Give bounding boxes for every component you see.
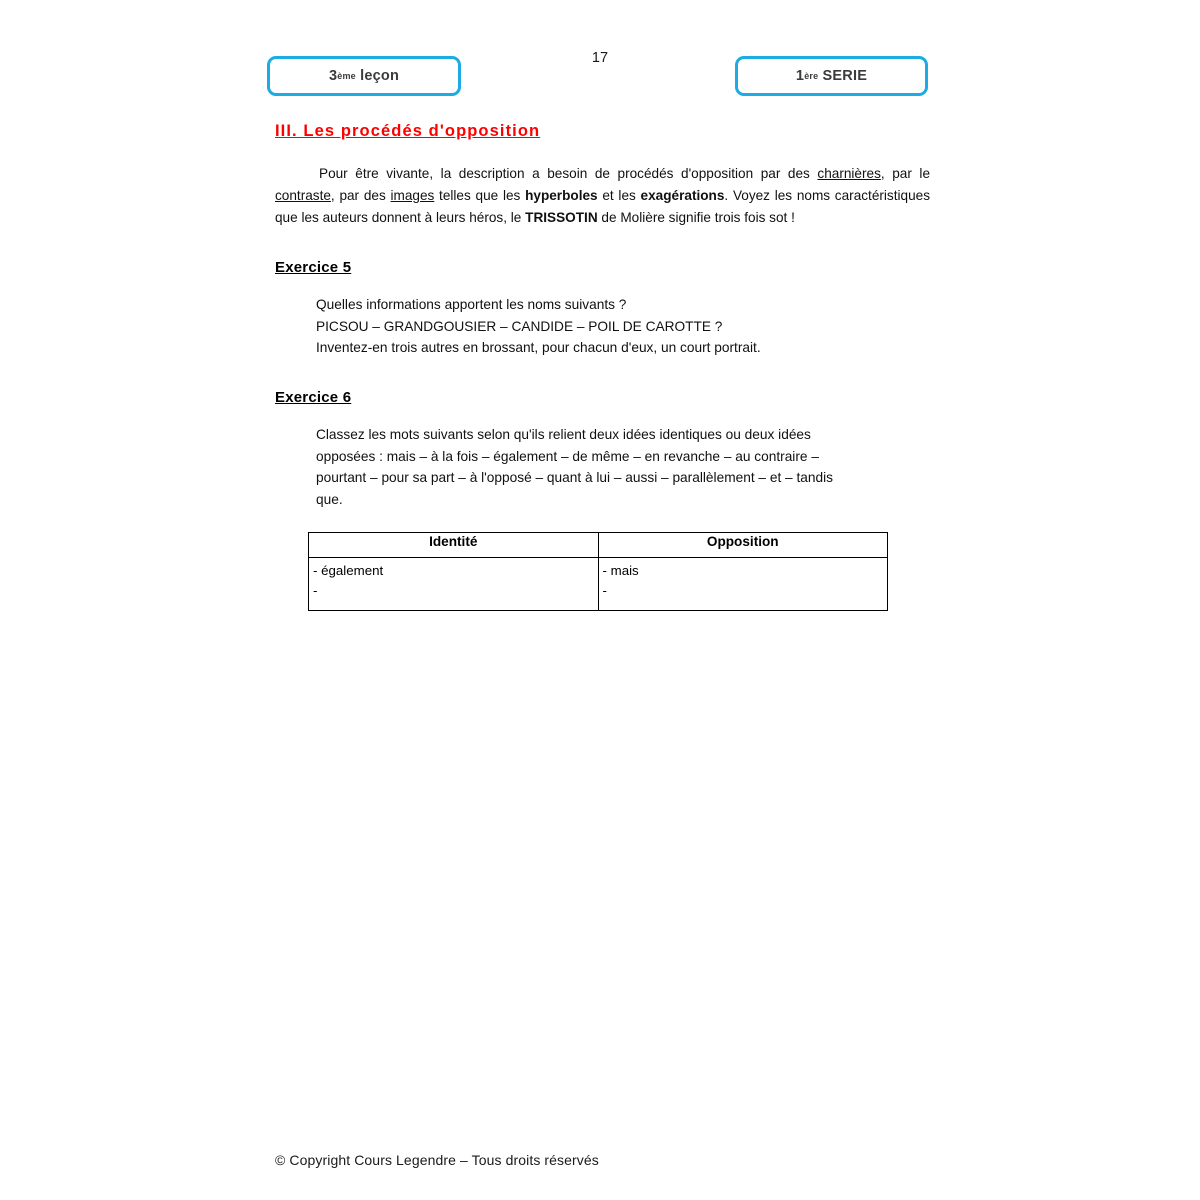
exercice-5-title: Exercice 5 bbox=[275, 259, 352, 277]
lesson-badge: 3 ème leçon bbox=[267, 56, 461, 96]
table-body bbox=[309, 558, 888, 611]
intro-bold-trissotin: TRISSOTIN bbox=[525, 210, 598, 226]
intro-bold-hyperboles: hyperboles bbox=[525, 188, 598, 204]
table-row bbox=[309, 558, 888, 611]
table-head bbox=[309, 533, 888, 558]
intro-text-3: , par des bbox=[330, 188, 391, 204]
exercice-6-title: Exercice 6 bbox=[275, 388, 352, 406]
exercice-6-prompt: Classez les mots suivants selon qu'ils relient deux idées identiques ou deux idées opposées : mais – à la fois – également – de même – en revanche – au contraire – pourtant – pour sa part – à l'opposé – quant à lui – aussi – parallèlement – et – tandis que. bbox=[316, 426, 833, 507]
intro-text-6: . Voyez les noms caractéristiques que les auteurs donnent à leurs héros, le bbox=[275, 188, 931, 226]
content-column bbox=[275, 122, 931, 598]
footer-copyright: © Copyright Cours Legendre – Tous droits réservés bbox=[275, 1152, 599, 1168]
intro-underline-charnieres: charnières bbox=[817, 166, 881, 181]
intro-text-2: , par le bbox=[880, 166, 931, 181]
table-cell-identite[interactable] bbox=[309, 558, 599, 611]
intro-text-7: de Molière signifie trois fois sot ! bbox=[597, 210, 795, 226]
table-cell-opposition[interactable] bbox=[598, 558, 888, 611]
exercice-5-line-1: Quelles informations apportent les noms suivants ? bbox=[316, 297, 627, 313]
series-badge-number: 1 bbox=[795, 68, 805, 84]
exercice-5-body bbox=[316, 294, 930, 359]
exercice-6-body bbox=[316, 424, 846, 511]
intro-underline-images: images bbox=[390, 188, 435, 204]
intro-text-4: telles que les bbox=[434, 188, 526, 204]
opposition-entry-2: - bbox=[602, 582, 607, 598]
series-badge-label: SERIE bbox=[822, 68, 868, 84]
table-header-opposition: Opposition bbox=[598, 533, 888, 558]
series-badge: 1 ère SERIE bbox=[735, 56, 928, 96]
lesson-badge-label: leçon bbox=[360, 68, 399, 84]
table-header-identite: Identité bbox=[309, 533, 599, 558]
intro-paragraph bbox=[275, 163, 930, 229]
exercice-5-line-3: Inventez-en trois autres en brossant, pour chacun d'eux, un court portrait. bbox=[316, 340, 761, 356]
section-title: III. Les procédés d'opposition bbox=[275, 122, 541, 140]
exercice-5-line-2: PICSOU – GRANDGOUSIER – CANDIDE – POIL DE CAROTTE ? bbox=[316, 318, 723, 334]
intro-text-1: Pour être vivante, la description a besoin de procédés d'opposition par des bbox=[319, 166, 818, 181]
table-header-row bbox=[309, 533, 888, 558]
identite-opposition-table bbox=[308, 532, 888, 611]
opposition-entry-1: - mais bbox=[602, 563, 639, 578]
intro-bold-exagerations: exagérations bbox=[640, 188, 725, 204]
page-number: 17 bbox=[591, 50, 609, 66]
intro-underline-contraste: contraste bbox=[275, 188, 331, 204]
lesson-badge-number: 3 bbox=[329, 68, 338, 84]
identite-entry-1: - également bbox=[313, 563, 384, 578]
intro-text-5: et les bbox=[597, 188, 641, 204]
identite-entry-2: - bbox=[313, 582, 318, 598]
